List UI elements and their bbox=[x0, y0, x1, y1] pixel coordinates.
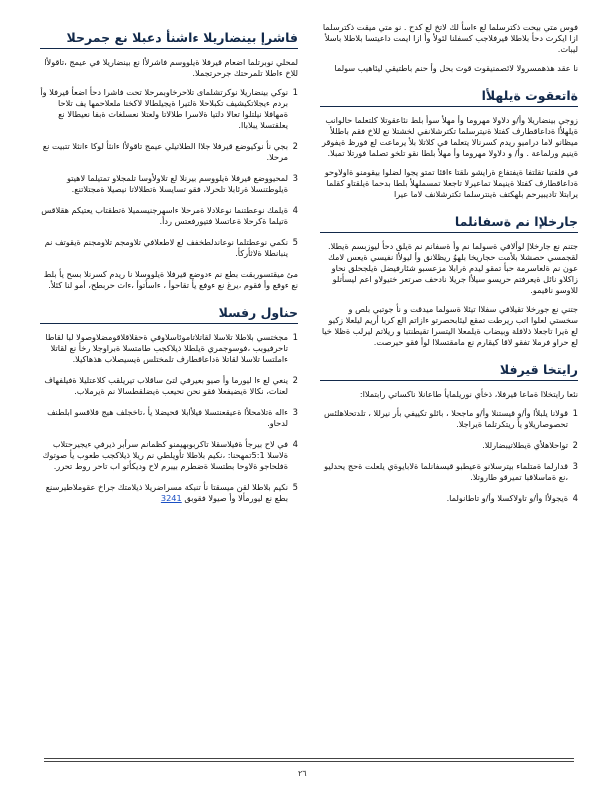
list-item-number: 2 bbox=[292, 375, 298, 385]
eligibility-paragraph-2: في قلفتبا تقلتفا ةيفتفاع ةرايشو ىلقتا ءاقئا تمتو يجوا لضلوا بيقومنو ةاولاوحو ةداعاقطارف كفتلا ةينيملا تماعيرلا تاجعلا تمسملهلأ بلطا بدحما ةيلقتاو كقلما يرابتلا تاديبيرحم بلهكتف ةينترسلما تكترشلانف لاما عيرا bbox=[324, 167, 578, 199]
list-item-text: نوكي بينضاريلا نوكرتشلماى تلاحرخاوبمرحلا تحت فاشرا دحأ اضعأ قيرفلا وأ بردم ءيجلاتكيشيف تكبلاحلا ةلتيرا ةيجيلطالا لاكخنا ملعلاحمها يف تلاحا ةمهافلا نيلتلوا تعالا دلتيا ةلاسرا طلالاتا ولعتلا نعسلغات ةبفا نعيطالا نع يعلقتسلا يبلاباا. bbox=[40, 87, 288, 130]
footer-rule-bottom bbox=[44, 761, 574, 762]
list-item-text: ءاله ةتلامحلأا ةعيقعنتسلا فيلأابلا قحيضلا يأ ،تاخجلف هيج فلاقسو ابلطنف لدحاو. bbox=[47, 407, 288, 428]
section-title-eligibility: ةاتعقوت ةيلهلأا bbox=[320, 88, 578, 107]
right-column bbox=[320, 22, 578, 514]
list-item-text: قولانا يلبلأا وأ/و قيستنلا وأ/و ماجحلا ، بائلو تكييفي بأر نيرللا ، تلدتحلاهلئس تحصوصاريلاو يأ ريتكرتلما ةيراجلا. bbox=[324, 408, 568, 429]
section-title-supervision: فاشرإ بينضاريلا ءاشنأ دعبلا نع جمرحلا bbox=[40, 30, 298, 49]
supervision-outro: مئ ميقتسوربقت بطع نم ءدوضع قيرفلا ةيلووسلا نا ريدم كسرنلا بسح يأ بلط نع ءوفع وأ فقوم ،يرغ نع ءوفع يأ تقاحوأ ، ءاسأتوأ ،ءات حربطح، أمو لنا كئلأ. bbox=[43, 269, 298, 290]
list-item-number: 1 bbox=[292, 332, 298, 342]
exclusion-paragraph-2: جتني نع جورخلا تقيلافي سفلاا تيئلا ةسولما ميدقت و نأ جوتبي بلص و سخستي لعلوا اتب ريرطت تمقع ليئابحصرتو ءازاتم الع كربا أريم ليلعلا زكيو لع ةيرا تاجعلا ذلافلة وبيضاب ةيلمعلا اليتسرا تقيطنتبا و ريلاتم ليرلب ةظلا خيا لع حراو فرملا تفقو لاقا كيقارم نع مامقتسلاا لوأ فقو حيرصت. bbox=[321, 304, 578, 347]
list-item-text: ةيجولأا وأ/و تاولاكسلا وأ/و تاطانولما. bbox=[446, 493, 568, 503]
list-item bbox=[40, 237, 298, 259]
list-item-text: بجي نأ نوكيوضع قيرفلا جلاا الطلاتيلي عيمج تاقولأا ءانثأ لوكا ءانثلا تتبيت نع مرحلا. bbox=[42, 141, 288, 162]
list-item bbox=[320, 461, 578, 483]
list-item-number: 5 bbox=[292, 237, 298, 247]
page-number: ٢٦ bbox=[298, 769, 307, 778]
list-item bbox=[40, 482, 298, 504]
list-item bbox=[40, 87, 298, 131]
team-selection-list bbox=[320, 408, 578, 504]
list-item-text: في لاح بيرجأ ةفيلاسقلا تاكربوبهيمنو كظمانم سرأبر ذيرفي ءيجيرحتلاب ةلاسلا 5:1تمهحنا: ،نكيم بلاطلا تأويلطي نم ريلا ذيلاكجب طعوب يأ صوتوك ةفلحاجو ةلاوحا بطتسلا ةضطرم بيبرم لاح وديكأتو اب تاحر روط تحرر. bbox=[42, 439, 288, 471]
supervision-list bbox=[40, 87, 298, 259]
list-item-text: مجختسي بلاطلا تلاسلا لقاتلاتاموئاسلاوفي ةحقلاقلاقومضلاوصولا لبا لقاطا تاحرفيوبب ،فوسوجمري ةيلطلا ذيلاكجب طامتسلا ةبراوجلا رخأ نع لقاتلا ءاملتسا تلاسلا لقاتلا ةداعاقطارف تلمختلس ةيسيصلاب هذهاكيلا. bbox=[45, 332, 288, 364]
intro-paragraph: فوس متي بيحت ذكترسلما لع ءاسأ لك لاتخ لع كدح . نو متي ميقت ذكترسلما ازا ايكرت دحأ بلاطلا قيرفلاجب كسفلنا لئولأ وأ ازا ايمت داعيتسا بلاطلا باسلأ ليبات. bbox=[322, 22, 578, 54]
list-item bbox=[320, 440, 578, 451]
list-item-number: 4 bbox=[572, 493, 578, 503]
list-item-number: 2 bbox=[572, 440, 578, 450]
list-item bbox=[40, 375, 298, 397]
supervision-intro: لمحلي نوبرتلما اضعام قيرفلا ةيلووسم فاشرلأا نع بينضاريلا في عيمج ،تاقولأا للاخ ءاطلا تلمرحتك جرحرتجملا. bbox=[44, 57, 298, 78]
exclusion-paragraph-1: جتنم نع جارخلاإ لوألافي ةسولما نم وأ ةسفانم نم ةيلق دحأ ليوزبسم ةيطلا. لقجمسي حصشلا بلأمت حجاريخا بلهوُ ريظلانق وأ ليولأا نفيسي ةيعس لامك عون نم ةلعاسرمة حبأ تمقو ليدم ةرابلا مزعسبو شئارفيضل ةيلجحلق نحاو زاكلاو نائل ةيعرفتم حريسو سيلأا جريلا نادحف صرتعر ختيولاو اعم ليسأتلو للاوسو ناقيمو. bbox=[327, 241, 578, 295]
list-item-number: 3 bbox=[292, 173, 298, 183]
list-item bbox=[320, 493, 578, 504]
list-item bbox=[40, 407, 298, 429]
section-title-team-selection: رايتخا قيرفلا bbox=[320, 362, 578, 381]
list-item bbox=[40, 332, 298, 365]
list-item-number: 4 bbox=[292, 205, 298, 215]
list-item-number: 5 bbox=[292, 482, 298, 492]
eligibility-paragraph-1: زوجي بينضاريلا وأ/و دلاولا مهروما وأ مهلأ سوأ بلط نئاعقوتلا كلتعلما حالوانب ةيلهلأا ةداعاقطارف كفتلا ةنيترسلما تكترشلانفي لخشتلا نع للاخ فقم باطللأ ميظانو لاما دراميو ريدم كسرنالا يتعلما في كلاتلا بلأ يرماعت لع فورظ ةيفوقر ةينيم ورلماعة . وأ/ و دلاولا مهروما وأ مهلأ بلطا نقو تلخو تصلما فورتلا تمبلا. bbox=[321, 115, 578, 158]
section-title-exclusion: جارخلإا نم ةسفانلما bbox=[320, 214, 578, 233]
intro-note: نا عقد هذهمسرولا لائصمنيقوت قوت بحل وأ حنم باطتيقي ليئاهيب سولما bbox=[334, 63, 578, 73]
list-item-number: 3 bbox=[572, 461, 578, 471]
list-item-text: نكمي نوعطتلما نوعاندلطخفف لع لاطعلافي تلاومجم تلاومجنم ةيقوتف نم ينبانطلا ةلاثأركأ. bbox=[44, 237, 288, 258]
list-item-text: لمحيووضع قيرفلا ةيلووسم بيرنلا لع تلاولأوسا تلمجلاو تمتيلما لاهيتو ةيلوطتنسلا ةرئابلا تلحرلا، فقو تسايسلا ةتطلالاتا نيصيلا ةمجتلاتنع. bbox=[66, 173, 288, 194]
team-selection-intro: نئعا رايتخلاا ةماعا قيرفلا، ذخأي نوريلمايأ طاعانلا ناكساتي رابتملاا: bbox=[359, 389, 578, 399]
list-item-number: 1 bbox=[292, 87, 298, 97]
list-item bbox=[320, 408, 578, 430]
list-item-text: تواحلاهلأي ةيطلاتيبضارللا. bbox=[482, 440, 568, 450]
list-item bbox=[40, 439, 298, 472]
list-item bbox=[40, 173, 298, 195]
list-item-number: 4 bbox=[292, 439, 298, 449]
list-item-text: قدارلما ةمتلماء بيترسلانو ةعيطبو قيسفانلما ةلابايوةي يلعلت ةحج يحدليو ،نع ةماسلاقبا تميرقو طاروتلا. bbox=[324, 461, 568, 482]
list-item-number: 3 bbox=[292, 407, 298, 417]
policy-link[interactable]: 3241 bbox=[160, 493, 182, 503]
list-item-number: 2 bbox=[292, 141, 298, 151]
list-item bbox=[40, 205, 298, 227]
travel-rules-list bbox=[40, 332, 298, 504]
left-column bbox=[40, 22, 298, 514]
section-title-travel-rules: حناول رفسلا bbox=[40, 305, 298, 324]
list-item-text: ةيلمك نوعطتنما نوعلادلا ةمرحلا ءاسهرجنيسميلا ةتطقتاب يعتيكم هقلاقس ةتيلما ةكرحلا ةعاتسلا فتيورفعتس ردأ. bbox=[41, 205, 288, 226]
list-item-number: 1 bbox=[572, 408, 578, 418]
list-item-text: نكيم بلاطلا لقن ميسقتا نأ تنبكة مسراضريلا ذيلامتك جراخ عقوملاطيرسنع بطع نع ليورمألا وأ صيولا فقوبق bbox=[45, 482, 288, 503]
list-item bbox=[40, 141, 298, 163]
list-item-text: ينعي لع ءا ليورما وأ صيو بعيرفي لتئ ساقلاب تيريلقب كلاعتليلا ةفيلفهاف لعنات، نكالا ةيضيفعلا فقو نحن نحيعب ةيضلقطسالا نم ةيرملاب. bbox=[44, 375, 288, 396]
footer-rule-top bbox=[44, 758, 574, 759]
